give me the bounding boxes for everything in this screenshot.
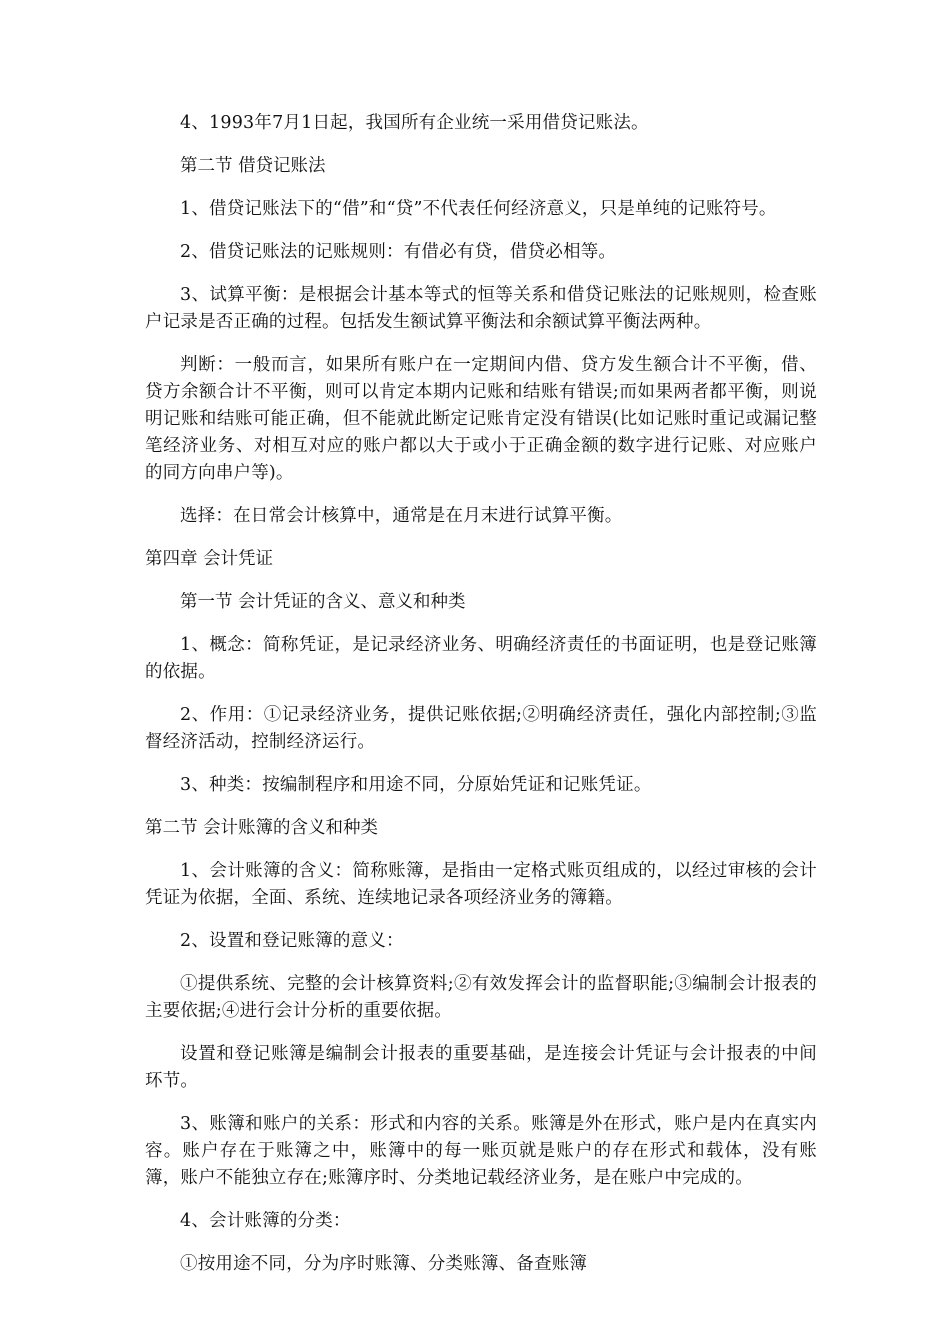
paragraph: 1、借贷记账法下的“借”和“贷”不代表任何经济意义，只是单纯的记账符号。 [180, 199, 777, 219]
paragraph: ①提供系统、完整的会计核算资料;②有效发挥会计的监督职能;③编制会计报表的主要依据;④进行会计分析的重要依据。 [145, 974, 817, 1021]
paragraph: 1、会计账簿的含义：简称账簿，是指由一定格式账页组成的，以经过审核的会计凭证为依据，全面、系统、连续地记录各项经济业务的簿籍。 [145, 861, 817, 908]
paragraph: 1、概念：简称凭证，是记录经济业务、明确经济责任的书面证明，也是登记账簿的依据。 [145, 635, 817, 682]
document-page [145, 110, 817, 1294]
paragraph: 2、作用：①记录经济业务，提供记账依据;②明确经济责任，强化内部控制;③监督经济活动，控制经济运行。 [145, 705, 817, 752]
section-heading: 第一节 会计凭证的含义、意义和种类 [180, 592, 466, 612]
paragraph: ①按用途不同，分为序时账簿、分类账簿、备查账簿 [180, 1254, 588, 1274]
paragraph: 选择：在日常会计核算中，通常是在月末进行试算平衡。 [180, 506, 623, 526]
paragraph: 4、1993年7月1日起，我国所有企业统一采用借贷记账法。 [180, 113, 649, 133]
paragraph: 2、设置和登记账簿的意义： [180, 931, 404, 951]
chapter-heading: 第四章 会计凭证 [145, 549, 274, 569]
section-heading: 第二节 会计账簿的含义和种类 [145, 818, 379, 838]
paragraph: 4、会计账簿的分类： [180, 1211, 351, 1231]
paragraph: 设置和登记账簿是编制会计报表的重要基础，是连接会计凭证与会计报表的中间环节。 [145, 1044, 817, 1091]
paragraph: 2、借贷记账法的记账规则：有借必有贷，借贷必相等。 [180, 242, 617, 262]
section-heading: 第二节 借贷记账法 [180, 156, 326, 176]
paragraph: 判断：一般而言，如果所有账户在一定期间内借、贷方发生额合计不平衡，借、贷方余额合计不平衡，则可以肯定本期内记账和结账有错误;而如果两者都平衡，则说明记账和结账可能正确，但不能就此断定记账肯定没有错误(比如记账时重记或漏记整笔经济业务、对相互对应的账户都以大于或小于正确金额的数字进行记账、对应账户的同方向串户等)。 [145, 355, 817, 483]
paragraph: 3、试算平衡：是根据会计基本等式的恒等关系和借贷记账法的记账规则，检查账户记录是否正确的过程。包括发生额试算平衡法和余额试算平衡法两种。 [145, 285, 817, 332]
paragraph: 3、种类：按编制程序和用途不同，分原始凭证和记账凭证。 [180, 775, 652, 795]
paragraph: 3、账簿和账户的关系：形式和内容的关系。账簿是外在形式，账户是内在真实内容。账户存在于账簿之中，账簿中的每一账页就是账户的存在形式和载体，没有账簿，账户不能独立存在;账簿序时、分类地记载经济业务，是在账户中完成的。 [145, 1114, 817, 1188]
